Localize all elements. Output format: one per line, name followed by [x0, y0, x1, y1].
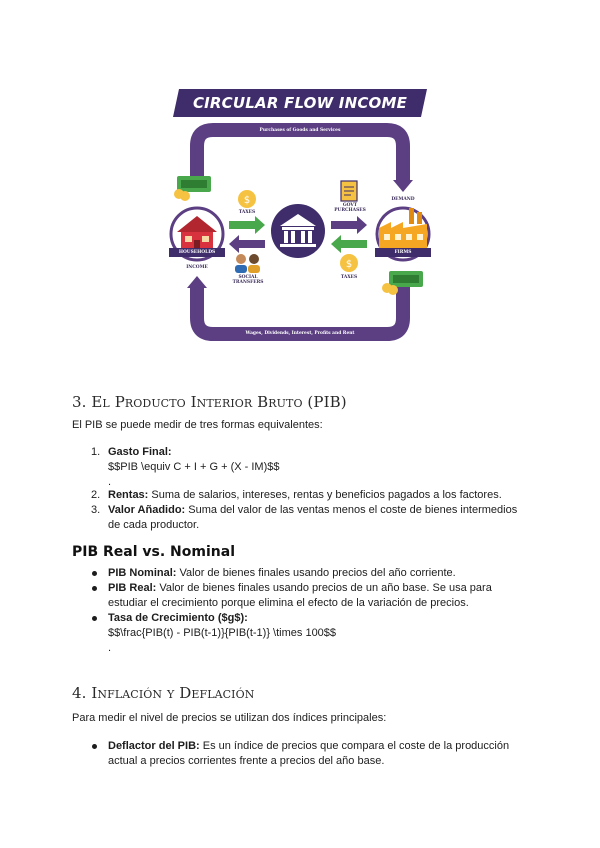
formula-end: . — [108, 476, 112, 488]
item-term: Deflactor del PIB: — [108, 740, 200, 752]
list-item-gasto-final — [108, 445, 528, 460]
svg-text:$: $ — [345, 259, 353, 270]
section-heading-inflacion: 4. Inflación y Deflación — [72, 684, 255, 702]
firms-label: FIRMS — [394, 250, 412, 255]
item-text: Valor de bienes finales usando precios del año corriente. — [176, 567, 456, 579]
item-term: Gasto Final: — [108, 446, 172, 458]
pib-real-heading: PIB Real vs. Nominal — [72, 544, 235, 560]
item-text: Valor de bienes finales usando precios de un año base. Se usa para — [156, 582, 492, 594]
top-flow-label: Purchases of Goods and Services — [259, 128, 341, 133]
demand-label: DEMAND — [391, 197, 415, 202]
social-transfers-label: SOCIAL TRANSFERS — [232, 275, 264, 286]
item-term: PIB Real: — [108, 582, 157, 594]
item-text-cont: de cada productor. — [108, 519, 200, 531]
list-item-deflactor — [108, 739, 528, 754]
list-number: 3. — [91, 504, 101, 516]
item-term: Rentas: — [108, 489, 149, 501]
people-icon — [235, 254, 260, 273]
govt-purchases-arrow — [331, 216, 367, 234]
government-icon — [271, 204, 325, 258]
bottom-flow-label: Wages, Dividends, Interest, Profits and Rent — [245, 331, 355, 336]
circular-flow-figure — [165, 88, 435, 346]
taxes-right-label: TAXES — [340, 275, 358, 280]
govt-purchases-label: GOVT PURCHASES — [334, 203, 366, 214]
list-item-pib-nominal — [108, 566, 528, 581]
item-text-cont: estudiar el crecimiento porque elimina el efecto de la variación de precios. — [108, 597, 469, 609]
list-item-rentas — [108, 488, 528, 503]
top-arrowhead — [393, 180, 413, 192]
money-icon — [174, 176, 211, 201]
item-term: PIB Nominal: — [108, 567, 177, 579]
item-text: Suma de salarios, intereses, rentas y beneficios pagados a los factores. — [148, 489, 502, 501]
income-label: INCOME — [186, 265, 208, 270]
formula-gasto: $$PIB \equiv C + I + G + (X - IM)$$ — [108, 461, 280, 473]
bottom-arrowhead — [187, 276, 207, 288]
bullet — [92, 616, 97, 621]
svg-text:$: $ — [243, 195, 251, 206]
section-heading-pib: 3. El Producto Interior Bruto (PIB) — [72, 393, 347, 411]
bullet — [92, 586, 97, 591]
inflacion-intro: Para medir el nivel de precios se utilizan dos índices principales: — [72, 712, 387, 724]
transfers-arrow — [229, 235, 265, 253]
formula-crecimiento: $$\frac{PIB(t) - PIB(t-1)}{PIB(t-1)} \times 100$$ — [108, 627, 337, 639]
bullet — [92, 571, 97, 576]
item-term: Tasa de Crecimiento ($g$): — [108, 612, 248, 624]
top-flow-arrow — [197, 130, 403, 186]
list-item-pib-real — [108, 581, 528, 596]
figure-title: CIRCULAR FLOW INCOME — [192, 94, 408, 112]
list-item-tasa-crecimiento — [108, 611, 528, 626]
coin-icon — [340, 254, 358, 272]
coin-icon — [238, 190, 256, 208]
item-text: Es un índice de precios que compara el coste de la producción — [199, 740, 510, 752]
item-text-cont: actual a precios corrientes frente a precios del año base. — [108, 755, 385, 767]
taxes-left-label: TAXES — [238, 210, 256, 215]
list-item-valor-anadido — [108, 503, 528, 518]
pib-intro: El PIB se puede medir de tres formas equivalentes: — [72, 419, 323, 431]
formula-end: . — [108, 642, 112, 654]
list-number: 2. — [91, 489, 101, 501]
taxes-right-arrow — [331, 235, 367, 253]
circular-flow-diagram — [165, 88, 435, 346]
document-icon — [341, 181, 357, 201]
list-number: 1. — [91, 446, 101, 458]
bullet — [92, 744, 97, 749]
item-text: Suma del valor de las ventas menos el coste de bienes intermedios — [185, 504, 518, 516]
taxes-left-arrow — [229, 216, 265, 234]
households-label: HOUSEHOLDS — [178, 250, 216, 255]
item-term: Valor Añadido: — [108, 504, 186, 516]
